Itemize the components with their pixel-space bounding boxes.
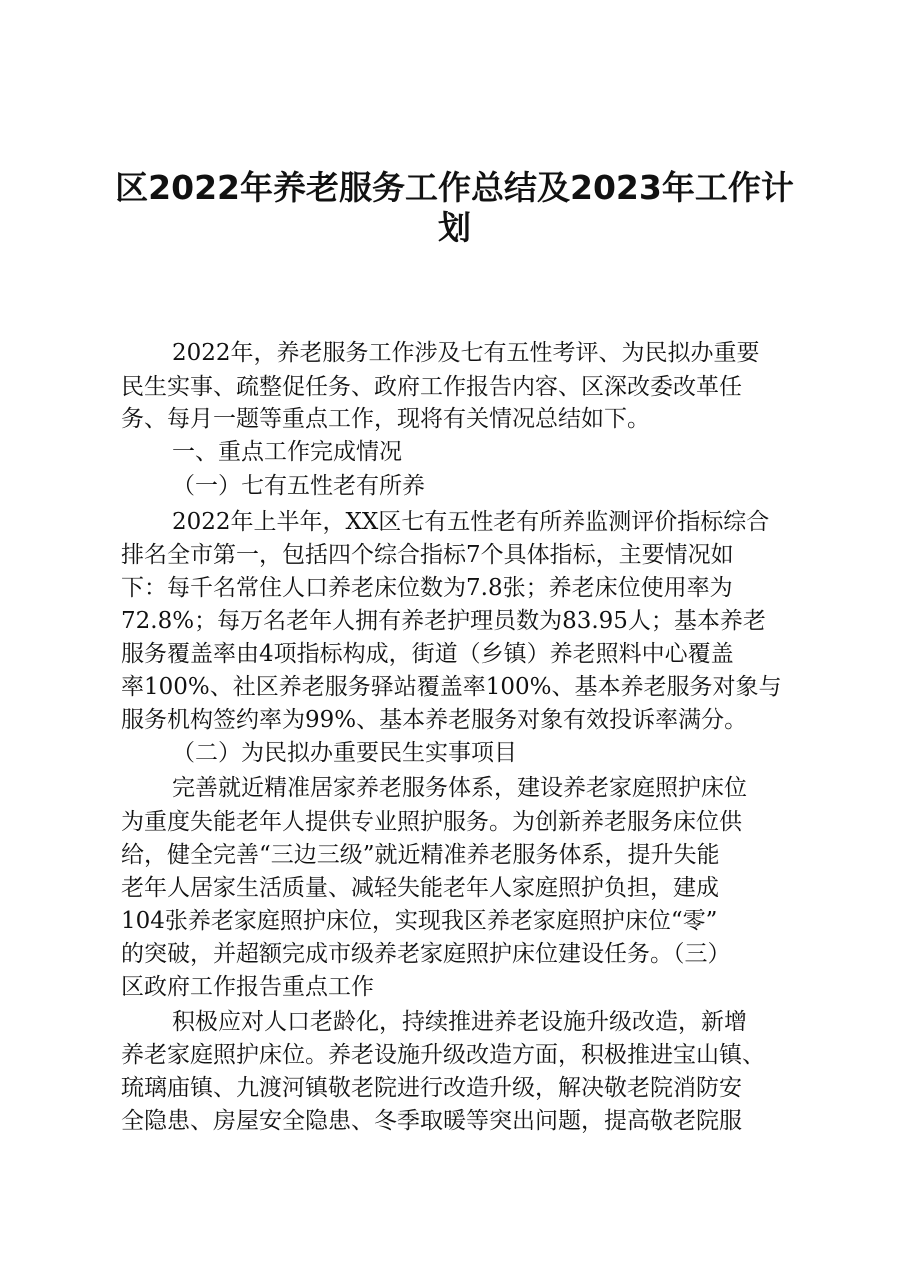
document-title-line-2: 划 (438, 208, 471, 247)
paragraph-line: 琉璃庙镇、九渡河镇敬老院进行改造升级，解决敬老院消防安 (121, 1075, 742, 1101)
subsection-heading: （二）为民拟办重要民生实事项目 (172, 740, 517, 766)
paragraph-line: 养老家庭照护床位。养老设施升级改造方面，积极推进宝山镇、 (121, 1042, 765, 1068)
section-heading: 一、重点工作完成情况 (172, 439, 402, 465)
paragraph-line: 排名全市第一，包括四个综合指标7个具体指标，主要情况如 (121, 542, 734, 568)
paragraph-line: 民生实事、疏整促任务、政府工作报告内容、区深改委改革任 (121, 374, 742, 400)
paragraph-line: 104张养老家庭照护床位，实现我区养老家庭照护床位“零” (121, 908, 718, 934)
paragraph-line: 给，健全完善“三边三级”就近精准养老服务体系，提升失能 (121, 842, 720, 868)
paragraph-line: 完善就近精准居家养老服务体系，建设养老家庭照护床位 (172, 775, 747, 801)
paragraph-line: 全隐患、房屋安全隐患、冬季取暖等突出问题，提高敬老院服 (121, 1108, 742, 1134)
paragraph-line: 老年人居家生活质量、减轻失能老年人家庭照护负担，建成 (121, 875, 719, 901)
paragraph-line: 务、每月一题等重点工作，现将有关情况总结如下。 (121, 406, 650, 432)
document-title-line-1: 区2022年养老服务工作总结及2023年工作计 (115, 168, 794, 207)
paragraph-line: 72.8%；每万名老年人拥有养老护理员数为83.95人；基本养老 (121, 608, 766, 634)
paragraph-line: 为重度失能老年人提供专业照护服务。为创新养老服务床位供 (121, 809, 742, 835)
paragraph-line: 服务覆盖率由4项指标构成，街道（乡镇）养老照料中心覆盖 (121, 641, 734, 667)
paragraph-line: 服务机构签约率为99%、基本养老服务对象有效投诉率满分。 (121, 707, 748, 733)
paragraph-line: 下：每千名常住人口养老床位数为7.8张；养老床位使用率为 (121, 575, 733, 601)
subsection-heading: 区政府工作报告重点工作 (121, 974, 374, 1000)
paragraph-line: 的突破，并超额完成市级养老家庭照护床位建设任务。（三） (121, 941, 731, 967)
paragraph-line: 率100%、社区养老服务驿站覆盖率100%、基本养老服务对象与 (121, 674, 782, 700)
paragraph-line: 积极应对人口老龄化，持续推进养老设施升级改造，新增 (172, 1009, 747, 1035)
subsection-heading: （一）七有五性老有所养 (172, 473, 425, 499)
paragraph-line: 2022年，养老服务工作涉及七有五性考评、为民拟办重要 (172, 340, 760, 366)
paragraph-line: 2022年上半年，XX区七有五性老有所养监测评价指标综合 (172, 509, 770, 535)
